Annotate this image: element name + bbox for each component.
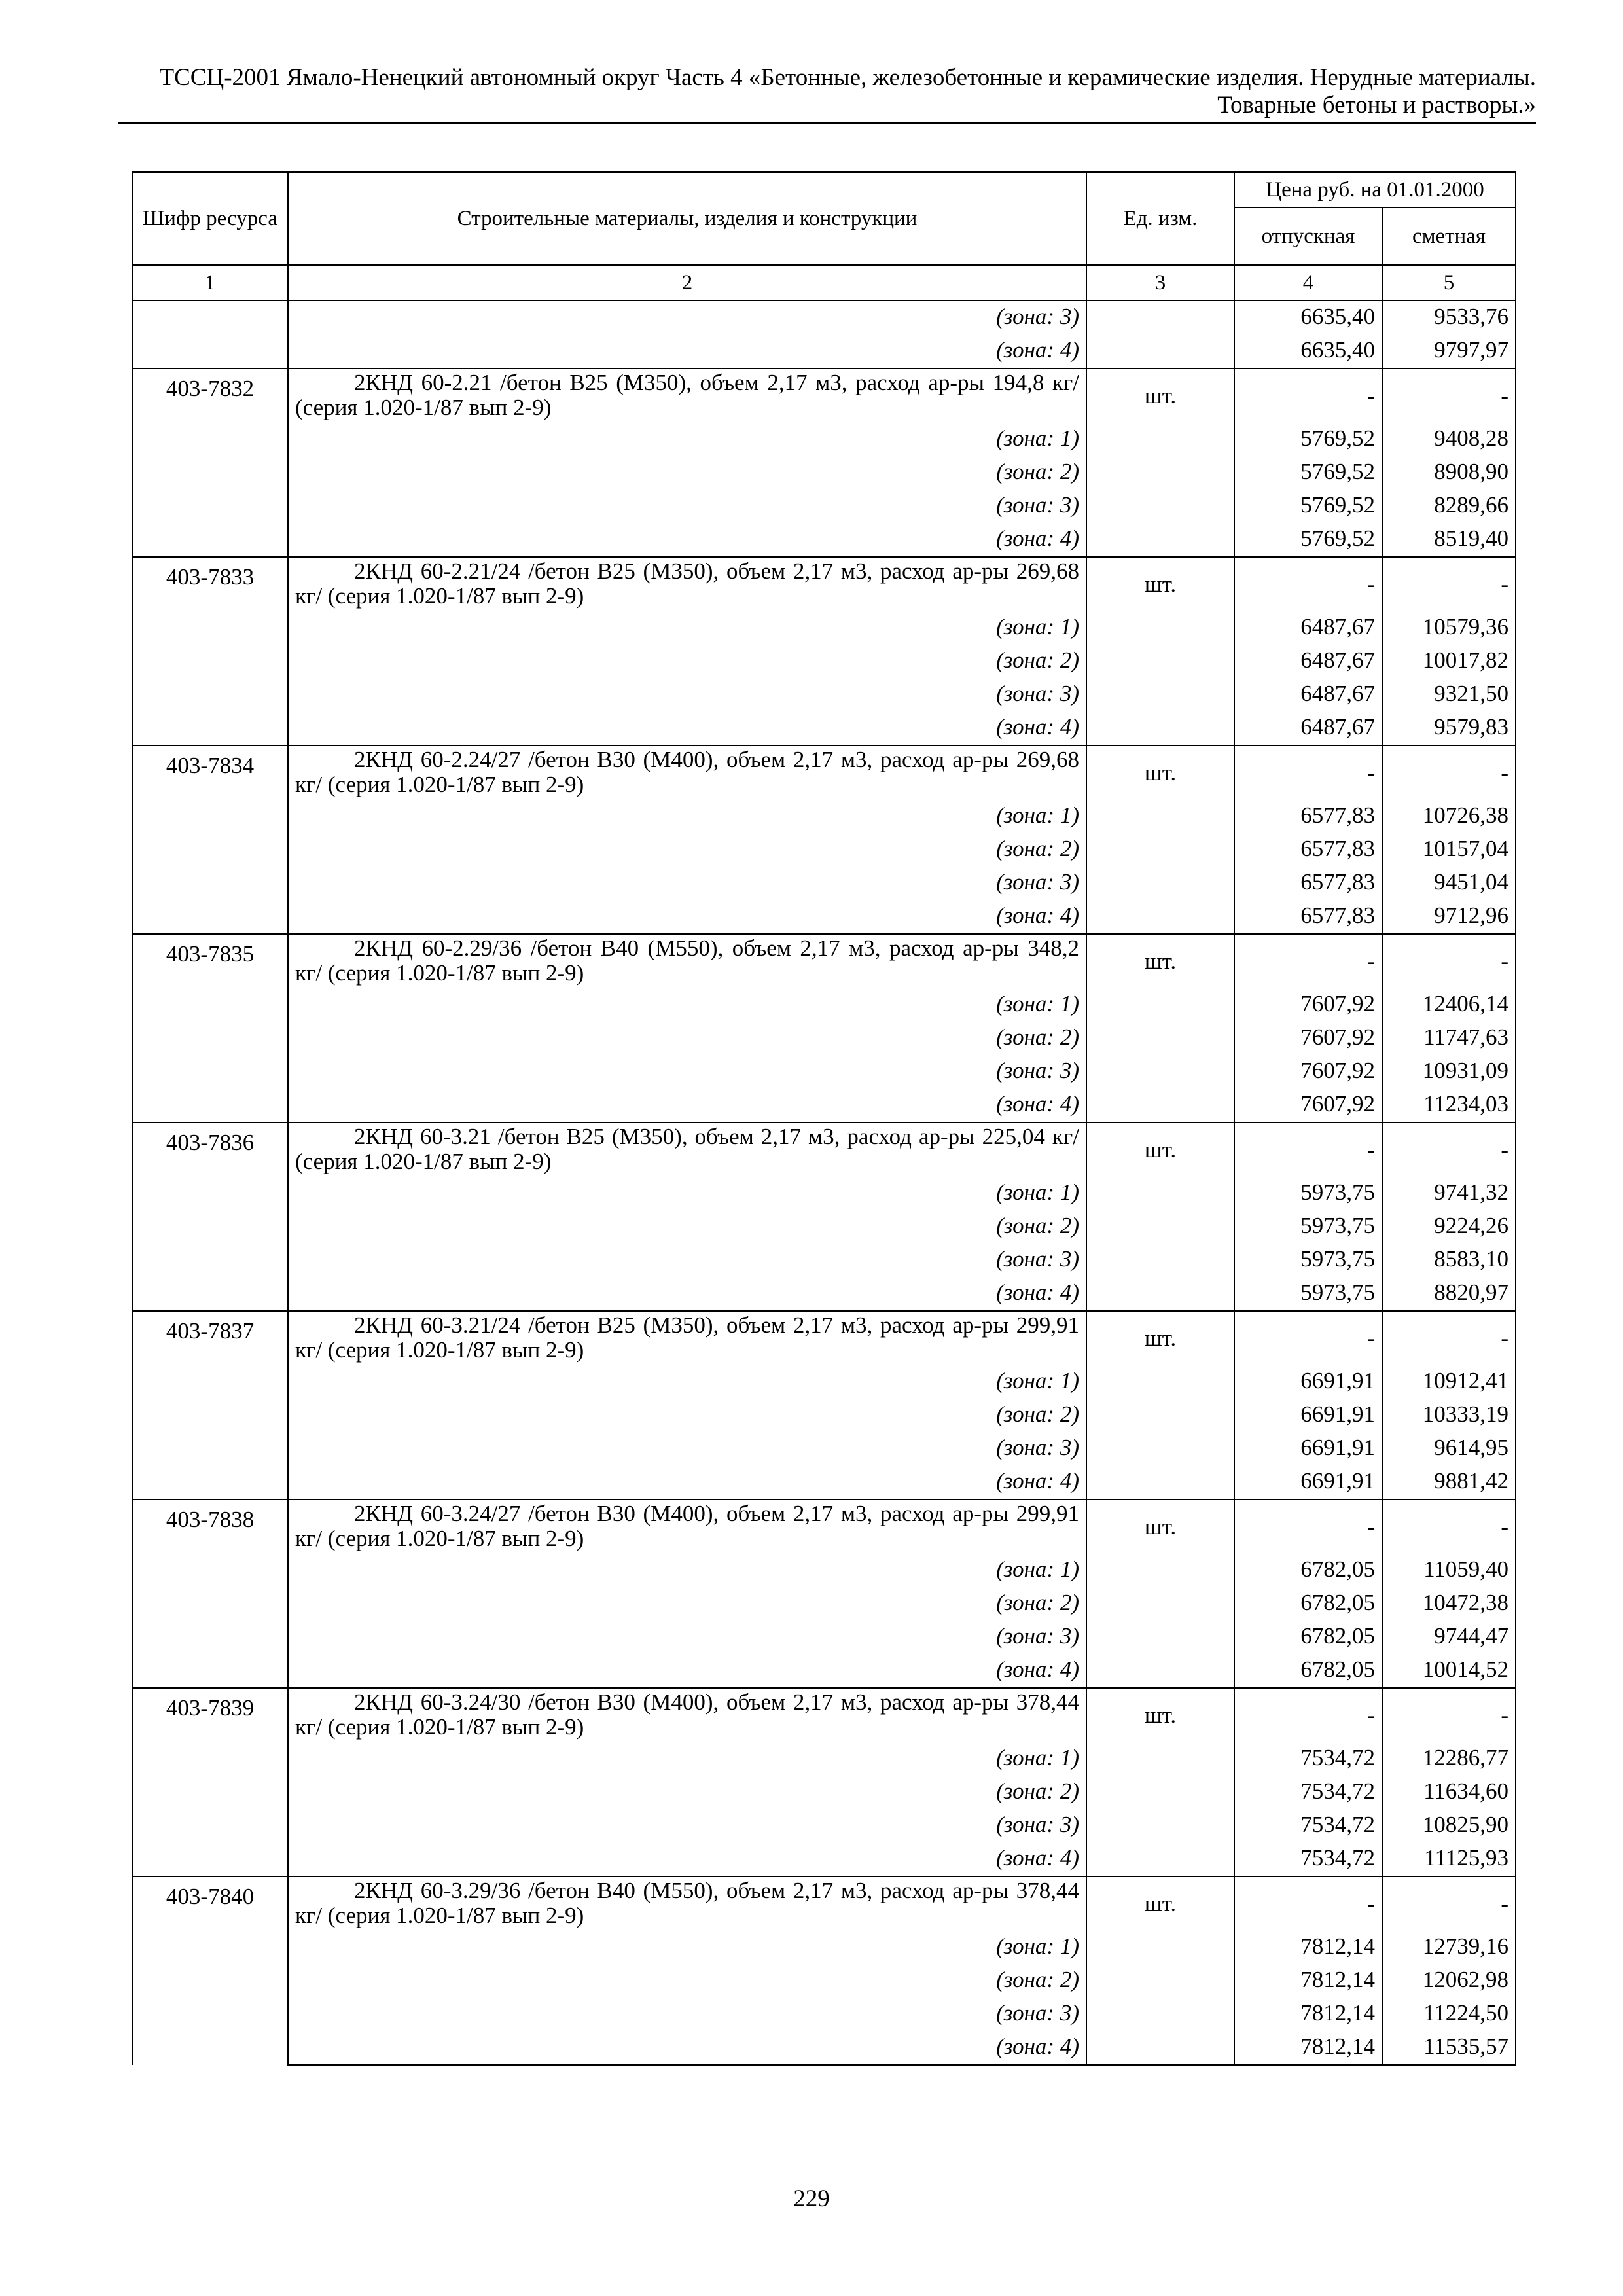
zone-row bbox=[132, 1432, 1516, 1465]
release-price: 6487,67 bbox=[1234, 678, 1382, 711]
estimate-price: 10912,41 bbox=[1382, 1365, 1516, 1399]
zone-row bbox=[132, 1365, 1516, 1399]
resource-unit: шт. bbox=[1086, 1122, 1234, 1177]
release-price: 5973,75 bbox=[1234, 1177, 1382, 1210]
zone-label: (зона: 4) bbox=[288, 1842, 1086, 1876]
zone-row bbox=[132, 867, 1516, 900]
estimate-price: - bbox=[1382, 934, 1516, 988]
zone-row bbox=[132, 1587, 1516, 1621]
zone-row bbox=[132, 1465, 1516, 1499]
zone-label: (зона: 2) bbox=[288, 1776, 1086, 1809]
zone-row bbox=[132, 1842, 1516, 1876]
page-number: 229 bbox=[793, 2185, 830, 2212]
release-price: 6577,83 bbox=[1234, 833, 1382, 867]
zone-label: (зона: 2) bbox=[288, 833, 1086, 867]
resource-unit: шт. bbox=[1086, 368, 1234, 423]
resource-unit: шт. bbox=[1086, 745, 1234, 800]
zone-label: (зона: 2) bbox=[288, 456, 1086, 490]
header-estimate: сметная bbox=[1382, 207, 1516, 265]
release-price: 5973,75 bbox=[1234, 1210, 1382, 1244]
zone-label: (зона: 1) bbox=[288, 1931, 1086, 1964]
release-price: 5973,75 bbox=[1234, 1277, 1382, 1311]
col-number-3: 3 bbox=[1086, 265, 1234, 300]
estimate-price: - bbox=[1382, 557, 1516, 611]
release-price: 6691,91 bbox=[1234, 1432, 1382, 1465]
release-price: 7534,72 bbox=[1234, 1776, 1382, 1809]
zone-label: (зона: 3) bbox=[288, 1621, 1086, 1654]
release-price: - bbox=[1234, 1122, 1382, 1177]
zone-label: (зона: 3) bbox=[288, 1055, 1086, 1088]
zone-row bbox=[132, 1210, 1516, 1244]
zone-row bbox=[132, 2031, 1516, 2065]
estimate-price: 12406,14 bbox=[1382, 988, 1516, 1022]
release-price: - bbox=[1234, 1688, 1382, 1742]
release-price: 6577,83 bbox=[1234, 800, 1382, 833]
running-header bbox=[118, 64, 1536, 119]
estimate-price: 10333,19 bbox=[1382, 1399, 1516, 1432]
estimate-price: 10472,38 bbox=[1382, 1587, 1516, 1621]
resource-row bbox=[132, 1122, 1516, 1177]
release-price: 6691,91 bbox=[1234, 1465, 1382, 1499]
resource-description: 2КНД 60-2.29/36 /бетон В40 (М550), объем 2,17 м3, расход ар-ры 348,2 кг/ (серия 1.020-1/87 вып 2-9) bbox=[288, 934, 1086, 988]
zone-row bbox=[132, 1177, 1516, 1210]
release-price: 7607,92 bbox=[1234, 1088, 1382, 1122]
estimate-price: - bbox=[1382, 1311, 1516, 1365]
resource-unit: шт. bbox=[1086, 1311, 1234, 1365]
release-price: 6635,40 bbox=[1234, 300, 1382, 334]
zone-label: (зона: 2) bbox=[288, 1964, 1086, 1998]
release-price: 5769,52 bbox=[1234, 490, 1382, 523]
estimate-price: 9881,42 bbox=[1382, 1465, 1516, 1499]
estimate-price: 9712,96 bbox=[1382, 900, 1516, 934]
release-price: 7607,92 bbox=[1234, 988, 1382, 1022]
release-price: - bbox=[1234, 745, 1382, 800]
zone-label: (зона: 4) bbox=[288, 2031, 1086, 2065]
zone-row bbox=[132, 711, 1516, 745]
estimate-price: 10014,52 bbox=[1382, 1654, 1516, 1688]
release-price: - bbox=[1234, 557, 1382, 611]
zone-label: (зона: 3) bbox=[288, 490, 1086, 523]
resource-unit: шт. bbox=[1086, 557, 1234, 611]
estimate-price: 9741,32 bbox=[1382, 1177, 1516, 1210]
zone-row bbox=[132, 1654, 1516, 1688]
estimate-price: 10726,38 bbox=[1382, 800, 1516, 833]
zone-row bbox=[132, 1931, 1516, 1964]
estimate-price: - bbox=[1382, 368, 1516, 423]
resource-description: 2КНД 60-3.21 /бетон В25 (М350), объем 2,17 м3, расход ар-ры 225,04 кг/ (серия 1.020-1/87 вып 2-9) bbox=[288, 1122, 1086, 1177]
header-line-1: ТССЦ-2001 Ямало-Ненецкий автономный округ Часть 4 «Бетонные, железобетонные и керамические изделия. Нерудные материалы. bbox=[159, 64, 1536, 91]
zone-label: (зона: 4) bbox=[288, 1088, 1086, 1122]
estimate-price: 8908,90 bbox=[1382, 456, 1516, 490]
resource-code: 403-7838 bbox=[132, 1499, 288, 1688]
zone-row bbox=[132, 833, 1516, 867]
release-price: 6577,83 bbox=[1234, 900, 1382, 934]
release-price: 7534,72 bbox=[1234, 1742, 1382, 1776]
release-price: 7534,72 bbox=[1234, 1809, 1382, 1842]
header-price: Цена руб. на 01.01.2000 bbox=[1234, 172, 1516, 207]
zone-row bbox=[132, 1554, 1516, 1587]
carry-row-zone-3 bbox=[132, 300, 1516, 334]
zone-label: (зона: 4) bbox=[288, 711, 1086, 745]
estimate-price: 10579,36 bbox=[1382, 611, 1516, 645]
release-price: 5769,52 bbox=[1234, 456, 1382, 490]
estimate-price: 8820,97 bbox=[1382, 1277, 1516, 1311]
estimate-price: - bbox=[1382, 1876, 1516, 1931]
estimate-price: 9797,97 bbox=[1382, 334, 1516, 368]
estimate-price: - bbox=[1382, 1688, 1516, 1742]
zone-row bbox=[132, 1964, 1516, 1998]
zone-label: (зона: 2) bbox=[288, 1022, 1086, 1055]
resource-code: 403-7837 bbox=[132, 1311, 288, 1499]
estimate-price: 8583,10 bbox=[1382, 1244, 1516, 1277]
zone-row bbox=[132, 611, 1516, 645]
zone-label: (зона: 3) bbox=[288, 1244, 1086, 1277]
resource-code: 403-7832 bbox=[132, 368, 288, 557]
release-price: 7607,92 bbox=[1234, 1055, 1382, 1088]
zone-label: (зона: 1) bbox=[288, 1554, 1086, 1587]
zone-row bbox=[132, 1621, 1516, 1654]
estimate-price: 9579,83 bbox=[1382, 711, 1516, 745]
estimate-price: 12739,16 bbox=[1382, 1931, 1516, 1964]
header-unit: Ед. изм. bbox=[1086, 172, 1234, 265]
zone-row bbox=[132, 423, 1516, 456]
resource-row bbox=[132, 557, 1516, 611]
zone-row bbox=[132, 1277, 1516, 1311]
zone-row bbox=[132, 678, 1516, 711]
zone-label: (зона: 4) bbox=[288, 523, 1086, 557]
zone-row bbox=[132, 523, 1516, 557]
zone-label: (зона: 3) bbox=[288, 867, 1086, 900]
zone-label: (зона: 2) bbox=[288, 1587, 1086, 1621]
estimate-price: 9744,47 bbox=[1382, 1621, 1516, 1654]
estimate-price: - bbox=[1382, 745, 1516, 800]
resource-description: 2КНД 60-3.24/30 /бетон В30 (М400), объем 2,17 м3, расход ар-ры 378,44 кг/ (серия 1.020-1/87 вып 2-9) bbox=[288, 1688, 1086, 1742]
release-price: 6782,05 bbox=[1234, 1621, 1382, 1654]
zone-label: (зона: 4) bbox=[288, 900, 1086, 934]
release-price: - bbox=[1234, 1499, 1382, 1554]
resource-row bbox=[132, 1876, 1516, 1931]
resource-description: 2КНД 60-2.21 /бетон В25 (М350), объем 2,17 м3, расход ар-ры 194,8 кг/ (серия 1.020-1/87 вып 2-9) bbox=[288, 368, 1086, 423]
zone-label: (зона: 1) bbox=[288, 1742, 1086, 1776]
resource-code: 403-7834 bbox=[132, 745, 288, 934]
zone-label: (зона: 1) bbox=[288, 423, 1086, 456]
release-price: 5973,75 bbox=[1234, 1244, 1382, 1277]
resource-row bbox=[132, 1311, 1516, 1365]
resource-description: 2КНД 60-3.29/36 /бетон В40 (М550), объем 2,17 м3, расход ар-ры 378,44 кг/ (серия 1.020-1/87 вып 2-9) bbox=[288, 1876, 1086, 1931]
col-number-2: 2 bbox=[288, 265, 1086, 300]
zone-row bbox=[132, 1742, 1516, 1776]
estimate-price: 10157,04 bbox=[1382, 833, 1516, 867]
estimate-price: 9224,26 bbox=[1382, 1210, 1516, 1244]
zone-label: (зона: 3) bbox=[288, 1998, 1086, 2031]
release-price: 6487,67 bbox=[1234, 611, 1382, 645]
estimate-price: 9533,76 bbox=[1382, 300, 1516, 334]
zone-label: (зона: 3) bbox=[288, 678, 1086, 711]
release-price: 5769,52 bbox=[1234, 423, 1382, 456]
resource-row bbox=[132, 934, 1516, 988]
zone-label: (зона: 4) bbox=[288, 1277, 1086, 1311]
resource-code: 403-7840 bbox=[132, 1876, 288, 2065]
zone-label: (зона: 1) bbox=[288, 988, 1086, 1022]
zone-label: (зона: 1) bbox=[288, 800, 1086, 833]
price-table bbox=[132, 171, 1516, 2066]
release-price: 6782,05 bbox=[1234, 1554, 1382, 1587]
resource-description: 2КНД 60-2.21/24 /бетон В25 (М350), объем 2,17 м3, расход ар-ры 269,68 кг/ (серия 1.020-1/87 вып 2-9) bbox=[288, 557, 1086, 611]
release-price: 7607,92 bbox=[1234, 1022, 1382, 1055]
zone-label: (зона: 2) bbox=[288, 1210, 1086, 1244]
zone-label: (зона: 4) bbox=[288, 1465, 1086, 1499]
zone-label: (зона: 1) bbox=[288, 1365, 1086, 1399]
resource-row bbox=[132, 368, 1516, 423]
estimate-price: 11234,03 bbox=[1382, 1088, 1516, 1122]
header-line-2: Товарные бетоны и растворы.» bbox=[1217, 92, 1536, 118]
estimate-price: 9408,28 bbox=[1382, 423, 1516, 456]
release-price: 6487,67 bbox=[1234, 645, 1382, 678]
resource-unit: шт. bbox=[1086, 1499, 1234, 1554]
estimate-price: 11224,50 bbox=[1382, 1998, 1516, 2031]
estimate-price: 11535,57 bbox=[1382, 2031, 1516, 2065]
release-price: - bbox=[1234, 934, 1382, 988]
estimate-price: 9451,04 bbox=[1382, 867, 1516, 900]
estimate-price: 11634,60 bbox=[1382, 1776, 1516, 1809]
resource-row bbox=[132, 745, 1516, 800]
zone-row bbox=[132, 1776, 1516, 1809]
release-price: 6577,83 bbox=[1234, 867, 1382, 900]
resource-unit: шт. bbox=[1086, 1688, 1234, 1742]
col-number-1: 1 bbox=[132, 265, 288, 300]
estimate-price: 9321,50 bbox=[1382, 678, 1516, 711]
estimate-price: 12062,98 bbox=[1382, 1964, 1516, 1998]
zone-label: (зона: 1) bbox=[288, 611, 1086, 645]
zone-row bbox=[132, 1088, 1516, 1122]
release-price: 6487,67 bbox=[1234, 711, 1382, 745]
zone-row bbox=[132, 1244, 1516, 1277]
release-price: 6782,05 bbox=[1234, 1587, 1382, 1621]
estimate-price: 11125,93 bbox=[1382, 1842, 1516, 1876]
zone-label: (зона: 2) bbox=[288, 1399, 1086, 1432]
estimate-price: 10017,82 bbox=[1382, 645, 1516, 678]
zone-row bbox=[132, 900, 1516, 934]
resource-code: 403-7833 bbox=[132, 557, 288, 745]
estimate-price: 12286,77 bbox=[1382, 1742, 1516, 1776]
col-number-5: 5 bbox=[1382, 265, 1516, 300]
resource-code: 403-7836 bbox=[132, 1122, 288, 1311]
zone-row bbox=[132, 1998, 1516, 2031]
estimate-price: 10825,90 bbox=[1382, 1809, 1516, 1842]
resource-unit: шт. bbox=[1086, 1876, 1234, 1931]
release-price: - bbox=[1234, 1311, 1382, 1365]
estimate-price: 10931,09 bbox=[1382, 1055, 1516, 1088]
zone-row bbox=[132, 645, 1516, 678]
col-number-4: 4 bbox=[1234, 265, 1382, 300]
resource-row bbox=[132, 1688, 1516, 1742]
estimate-price: 11747,63 bbox=[1382, 1022, 1516, 1055]
estimate-price: 8519,40 bbox=[1382, 523, 1516, 557]
zone-row bbox=[132, 1022, 1516, 1055]
zone-row bbox=[132, 490, 1516, 523]
release-price: 7812,14 bbox=[1234, 2031, 1382, 2065]
estimate-price: 9614,95 bbox=[1382, 1432, 1516, 1465]
zone-label: (зона: 3) bbox=[288, 1432, 1086, 1465]
release-price: 6691,91 bbox=[1234, 1365, 1382, 1399]
zone-row bbox=[132, 1809, 1516, 1842]
release-price: 6635,40 bbox=[1234, 334, 1382, 368]
header-release: отпускная bbox=[1234, 207, 1382, 265]
zone-label: (зона: 3) bbox=[288, 300, 1086, 334]
resource-row bbox=[132, 1499, 1516, 1554]
release-price: 5769,52 bbox=[1234, 523, 1382, 557]
release-price: 6691,91 bbox=[1234, 1399, 1382, 1432]
header-rule bbox=[118, 122, 1536, 124]
zone-label: (зона: 4) bbox=[288, 1654, 1086, 1688]
zone-row bbox=[132, 456, 1516, 490]
resource-unit: шт. bbox=[1086, 934, 1234, 988]
zone-label: (зона: 1) bbox=[288, 1177, 1086, 1210]
resource-description: 2КНД 60-2.24/27 /бетон В30 (М400), объем 2,17 м3, расход ар-ры 269,68 кг/ (серия 1.020-1/87 вып 2-9) bbox=[288, 745, 1086, 800]
estimate-price: - bbox=[1382, 1499, 1516, 1554]
release-price: 7812,14 bbox=[1234, 1931, 1382, 1964]
zone-label: (зона: 3) bbox=[288, 1809, 1086, 1842]
carry-row-zone-4 bbox=[132, 334, 1516, 368]
zone-label: (зона: 2) bbox=[288, 645, 1086, 678]
resource-description: 2КНД 60-3.24/27 /бетон В30 (М400), объем 2,17 м3, расход ар-ры 299,91 кг/ (серия 1.020-1/87 вып 2-9) bbox=[288, 1499, 1086, 1554]
zone-row bbox=[132, 1399, 1516, 1432]
release-price: 7812,14 bbox=[1234, 1998, 1382, 2031]
release-price: - bbox=[1234, 1876, 1382, 1931]
zone-row bbox=[132, 800, 1516, 833]
release-price: 7534,72 bbox=[1234, 1842, 1382, 1876]
header-code: Шифр ресурса bbox=[132, 172, 288, 265]
zone-row bbox=[132, 988, 1516, 1022]
estimate-price: - bbox=[1382, 1122, 1516, 1177]
release-price: - bbox=[1234, 368, 1382, 423]
zone-row bbox=[132, 1055, 1516, 1088]
resource-code: 403-7835 bbox=[132, 934, 288, 1122]
release-price: 7812,14 bbox=[1234, 1964, 1382, 1998]
release-price: 6782,05 bbox=[1234, 1654, 1382, 1688]
header-materials: Строительные материалы, изделия и конструкции bbox=[288, 172, 1086, 265]
estimate-price: 8289,66 bbox=[1382, 490, 1516, 523]
estimate-price: 11059,40 bbox=[1382, 1554, 1516, 1587]
zone-label: (зона: 4) bbox=[288, 334, 1086, 368]
resource-code: 403-7839 bbox=[132, 1688, 288, 1876]
resource-description: 2КНД 60-3.21/24 /бетон В25 (М350), объем 2,17 м3, расход ар-ры 299,91 кг/ (серия 1.020-1/87 вып 2-9) bbox=[288, 1311, 1086, 1365]
